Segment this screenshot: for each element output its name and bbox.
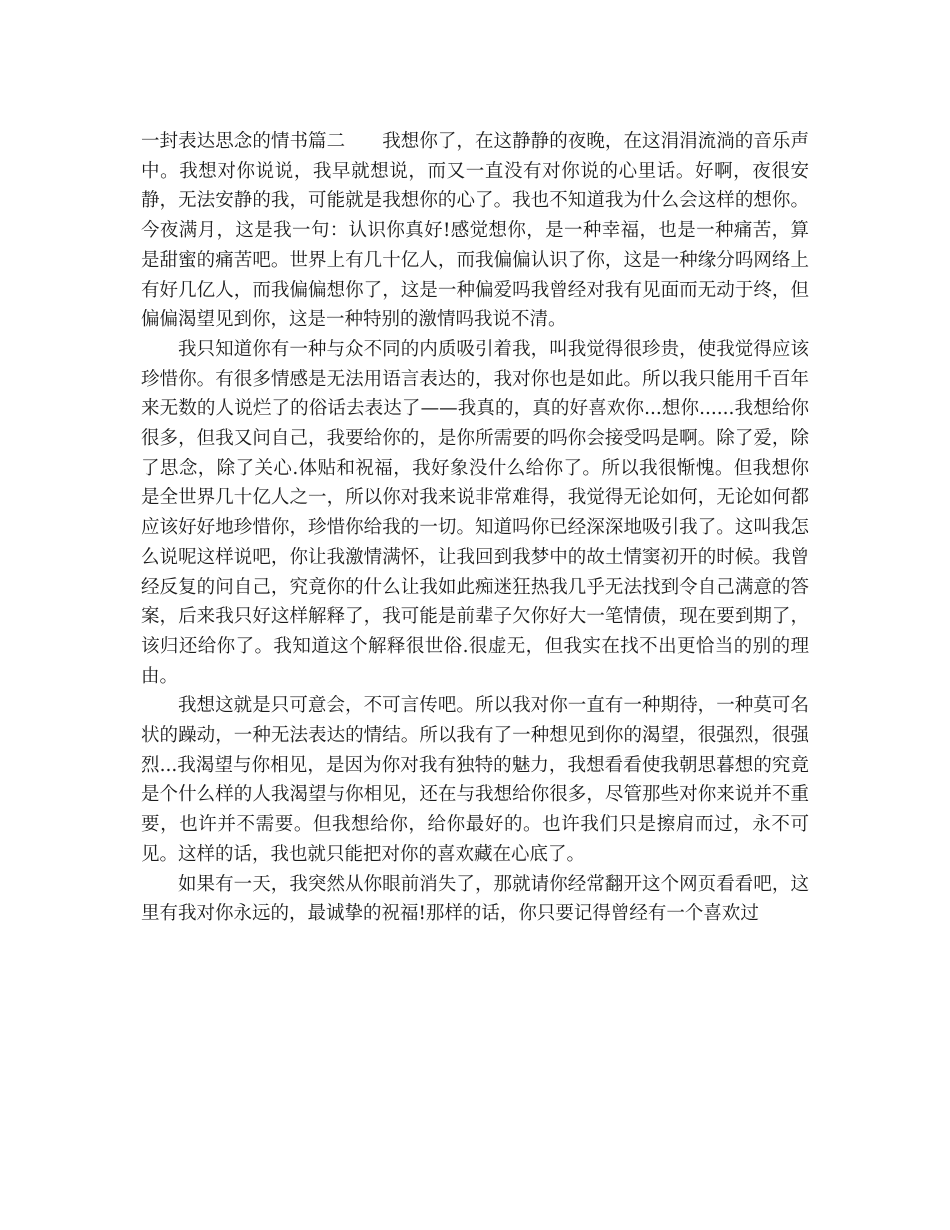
paragraph-3: 我想这就是只可意会，不可言传吧。所以我对你一直有一种期待，一种莫可名状的躁动，一种无法表达的情结。所以我有了一种想见到你的渴望，很强烈，很强烈...我渴望与你相见，是因为你对我有独特的魅力，我想看看使我朝思暮想的究竟是个什么样的人我渴望与你相见，还在与我想给你很多，尽管那些对你来说并不重要，也许并不需要。但我想给你，给你最好的。也许我们只是擦肩而过，永不可见。这样的话，我也就只能把对你的喜欢藏在心底了。 [141, 695, 809, 865]
letter-title: 一封表达思念的情书篇二 [141, 131, 346, 152]
paragraph-2: 我只知道你有一种与众不同的内质吸引着我，叫我觉得很珍贵，使我觉得应该珍惜你。有很多情感是无法用语言表达的，我对你也是如此。所以我只能用千百年来无数的人说烂了的俗话去表达了——我真的，真的好喜欢你...想你......我想给你很多，但我又问自己，我要给你的，是你所需要的吗你会接受吗是啊。除了爱，除了思念，除了关心.体贴和祝福，我好象没什么给你了。所以我很惭愧。但我想你是全世界几十亿人之一，所以你对我来说非常难得，我觉得无论如何，无论如何都应该好好地珍惜你，珍惜你给我的一切。知道吗你已经深深地吸引我了。这叫我怎么说呢这样说吧，你让我激情满怀，让我回到我梦中的故土情窦初开的时候。我曾经反复的问自己，究竟你的什么让我如此痴迷狂热我几乎无法找到令自己满意的答案，后来我只好这样解释了，我可能是前辈子欠你好大一笔情债，现在要到期了，该归还给你了。我知道这个解释很世俗.很虚无，但我实在找不出更恰当的别的理由。 [141, 338, 809, 687]
paragraph-1-text: 我想你了，在这静静的夜晚，在这涓涓流淌的音乐声中。我想对你说说，我早就想说，而又一直没有对你说的心里话。好啊，夜很安静，无法安静的我，可能就是我想你的心了。我也不知道我为什么会这样的想你。今夜满月，这是我一句：认识你真好!感觉想你，是一种幸福，也是一种痛苦，算是甜蜜的痛苦吧。世界上有几十亿人，而我偏偏认识了你，这是一种缘分吗网络上有好几亿人，而我偏偏想你了，这是一种偏爱吗我曾经对我有见面而无动于终，但偏偏渴望见到你，这是一种特别的激情吗我说不清。 [141, 131, 809, 331]
title-gap [345, 131, 382, 152]
document-page [141, 127, 809, 929]
paragraph-1 [141, 127, 809, 335]
paragraph-4: 如果有一天，我突然从你眼前消失了，那就请你经常翻开这个网页看看吧，这里有我对你永远的，最诚挚的祝福!那样的话，你只要记得曾经有一个喜欢过 [141, 873, 809, 925]
